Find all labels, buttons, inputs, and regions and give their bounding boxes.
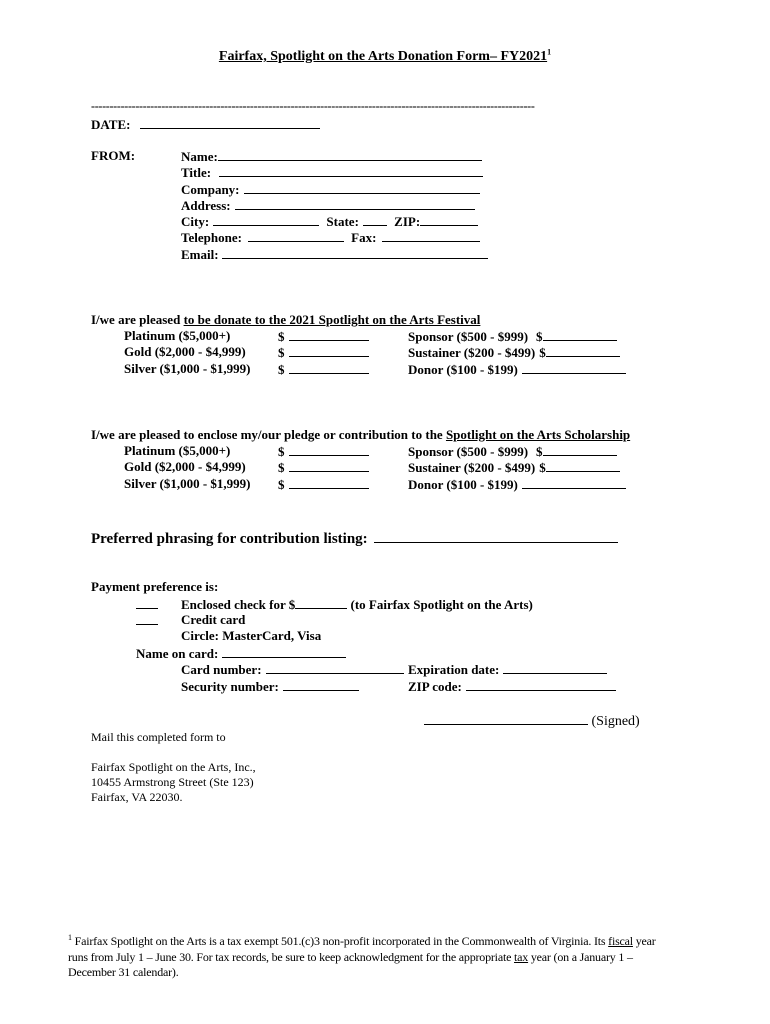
scholarship-amount-field[interactable]: $ <box>278 476 369 493</box>
scholarship-amount-field[interactable]: $ <box>278 459 369 476</box>
festival-level-right: Sustainer ($200 - $499) $ <box>408 344 620 361</box>
mail-address-line: 10455 Armstrong Street (Ste 123) <box>91 775 254 789</box>
scholarship-level-left: Platinum ($5,000+) <box>124 443 231 458</box>
card-zip-field[interactable] <box>466 678 616 691</box>
telephone-field[interactable] <box>248 229 344 242</box>
card-zip-row: ZIP code: <box>408 678 616 695</box>
zip-field[interactable] <box>420 213 478 226</box>
festival-link-text: to be donate to the 2021 Spotlight on the Arts Festival <box>183 312 481 327</box>
name-field[interactable] <box>218 148 482 161</box>
mail-address-line: Fairfax, VA 22030. <box>91 790 183 804</box>
address-row: Address: <box>181 197 475 214</box>
scholarship-link-text: Spotlight on the Arts Scholarship <box>445 427 631 442</box>
footnote-reference: 1 <box>547 47 552 57</box>
festival-amount-field[interactable] <box>543 328 617 341</box>
state-field[interactable] <box>363 213 387 226</box>
expiration-field[interactable] <box>503 661 607 674</box>
mail-address-line: Fairfax Spotlight on the Arts, Inc., <box>91 760 256 774</box>
phrasing-row: Preferred phrasing for contribution listing: <box>91 528 618 548</box>
signature-row: (Signed) <box>424 712 640 730</box>
company-field[interactable] <box>244 181 480 194</box>
telephone-row: Telephone: Fax: <box>181 229 480 246</box>
festival-level-left: Platinum ($5,000+) <box>124 328 231 343</box>
check-checkbox[interactable] <box>136 596 158 613</box>
email-row: Email: <box>181 246 488 263</box>
mail-instruction: Mail this completed form to <box>91 730 226 744</box>
festival-amount-field[interactable]: $ <box>278 344 369 361</box>
name-row: Name: <box>181 148 482 165</box>
city-row: City: State: ZIP: <box>181 213 478 230</box>
festival-level-left: Silver ($1,000 - $1,999) <box>124 361 251 376</box>
festival-amount-field[interactable] <box>546 344 620 357</box>
festival-amount-field[interactable]: $ <box>278 361 369 378</box>
from-label: FROM: <box>91 148 136 163</box>
city-field[interactable] <box>213 213 319 226</box>
scholarship-amount-field[interactable] <box>546 459 620 472</box>
company-row: Company: <box>181 181 480 198</box>
address-field[interactable] <box>235 197 475 210</box>
footnote-line: $^1$ Fairfax Spotlight on the Arts is a tax exempt 501.(c)3 non-profit incorporated in the Commonwealth of Virginia. Its fiscal year <box>68 933 656 948</box>
card-number-field[interactable] <box>266 661 404 674</box>
scholarship-level-right: Sustainer ($200 - $499) $ <box>408 459 620 476</box>
festival-amount-field[interactable]: $ <box>278 328 369 345</box>
scholarship-level-left: Silver ($1,000 - $1,999) <box>124 476 251 491</box>
card-number-row: Card number: <box>181 661 404 678</box>
signature-field[interactable] <box>424 712 588 725</box>
scholarship-amount-field[interactable] <box>522 476 626 489</box>
security-number-field[interactable] <box>283 678 359 691</box>
scholarship-level-right: Donor ($100 - $199) <box>408 476 626 493</box>
scholarship-intro: I/we are pleased to enclose my/our pledge or contribution to the Spotlight on the Arts Scholarship <box>91 427 631 442</box>
footnote-line: runs from July 1 – June 30. For tax records, be sure to keep acknowledgment for the appropriate tax year (on a January 1 – <box>68 950 633 964</box>
payment-heading: Payment preference is: <box>91 579 219 594</box>
festival-intro: I/we are pleased to be donate to the 2021 Spotlight on the Arts Festival <box>91 312 481 327</box>
festival-amount-field[interactable] <box>522 361 626 374</box>
page-title: Fairfax, Spotlight on the Arts Donation Form– FY2021$^1$ <box>218 47 552 64</box>
fax-field[interactable] <box>382 229 480 242</box>
expiration-row: Expiration date: <box>408 661 607 678</box>
email-field[interactable] <box>222 246 488 259</box>
credit-card-label: Credit card <box>181 612 246 627</box>
scholarship-level-right: Sponsor ($500 - $999) $ <box>408 443 617 460</box>
scholarship-amount-field[interactable]: $ <box>278 443 369 460</box>
security-row: Security number: <box>181 678 359 695</box>
phrasing-field[interactable] <box>374 528 618 543</box>
festival-level-right: Sponsor ($500 - $999) $ <box>408 328 617 345</box>
credit-card-checkbox[interactable] <box>136 612 158 629</box>
title-field[interactable] <box>219 164 483 177</box>
divider-line: ------------------------------------------------------------------------------------------------------------------------ <box>91 99 535 113</box>
title-row: Title: <box>181 164 483 181</box>
card-type-circle: Circle: MasterCard, Visa <box>181 628 322 643</box>
footnote-line: December 31 calendar). <box>68 965 179 979</box>
scholarship-level-left: Gold ($2,000 - $4,999) <box>124 459 246 474</box>
name-on-card-row: Name on card: <box>136 645 346 662</box>
scholarship-amount-field[interactable] <box>543 443 617 456</box>
date-field[interactable] <box>140 116 320 129</box>
name-on-card-field[interactable] <box>222 645 346 658</box>
festival-level-left: Gold ($2,000 - $4,999) <box>124 344 246 359</box>
date-row: DATE: <box>91 116 320 133</box>
check-amount-field[interactable] <box>295 596 347 609</box>
festival-level-right: Donor ($100 - $199) <box>408 361 626 378</box>
check-row: Enclosed check for $ (to Fairfax Spotlight on the Arts) <box>181 597 533 612</box>
